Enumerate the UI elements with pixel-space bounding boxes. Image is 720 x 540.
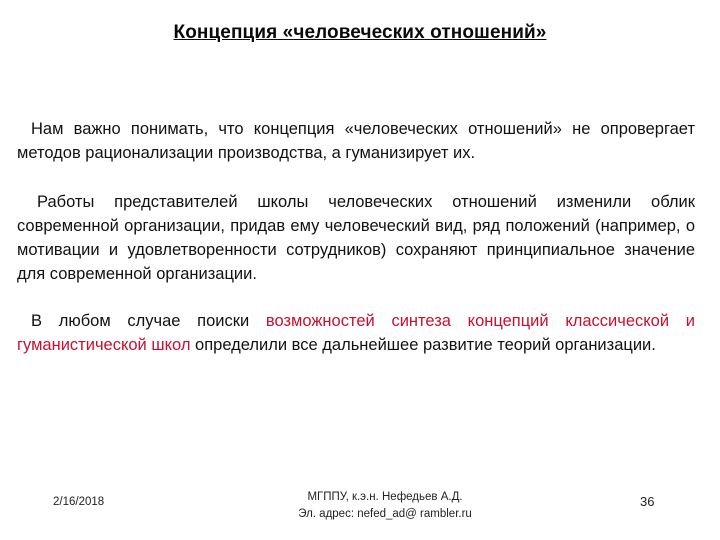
footer-email-line: Эл. адрес: nefed_ad@ rambler.ru — [298, 508, 472, 520]
page-number: 36 — [640, 494, 655, 509]
slide-title: Концепция «человеческих отношений» — [173, 22, 547, 43]
paragraph-3 — [17, 309, 695, 357]
footer-author — [270, 489, 500, 523]
paragraph-3-highlight: возможностей синтеза концепций классической и гуманистической школ — [17, 312, 695, 354]
paragraph-1 — [17, 117, 695, 165]
footer-date: 2/16/2018 — [53, 496, 105, 508]
paragraph-2 — [17, 190, 695, 286]
footer-author-line: МГППУ, к.э.н. Нефедьев А.Д. — [307, 491, 463, 503]
paragraph-3-before: В любом случае поиски — [31, 312, 266, 330]
paragraph-2-text: Работы представителей школы человеческих отношений изменили облик современной организации, придав ему человеческий вид, ряд положений (например, о мотивации и удовлетворенности сотрудников) сохраняют принципиальное значение для современной организации. — [17, 193, 695, 283]
paragraph-3-after: определили все дальнейшее развитие теорий организации. — [190, 336, 656, 354]
paragraph-1-text: Нам важно понимать, что концепция «человеческих отношений» не опровергает методов рационализации производства, а гуманизирует их. — [17, 120, 695, 162]
